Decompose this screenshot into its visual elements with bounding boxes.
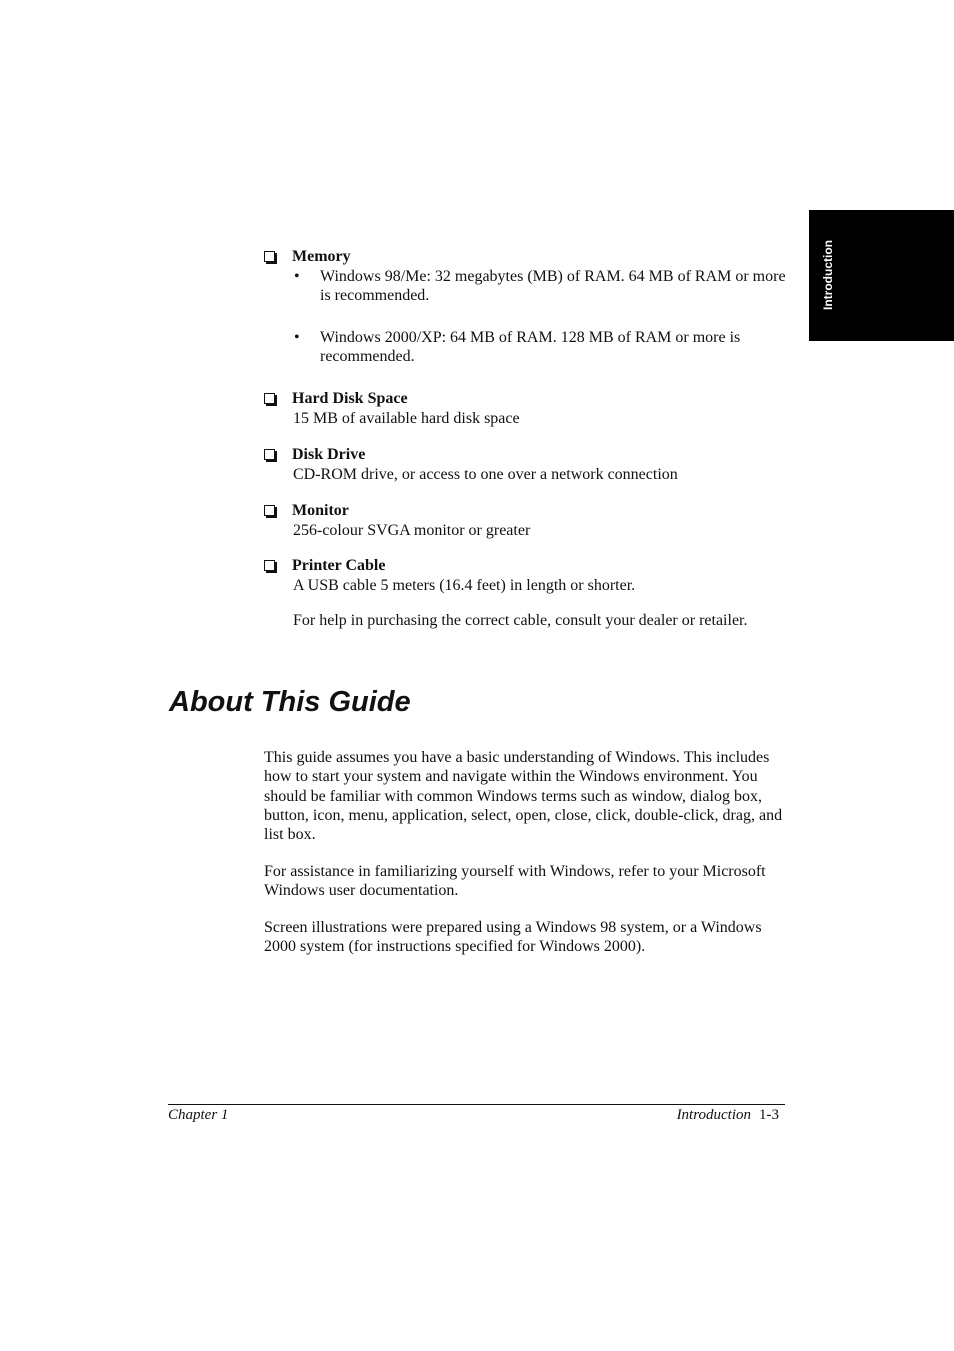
requirement-monitor [264, 501, 794, 540]
paragraph: This guide assumes you have a basic understanding of Windows. This includes how to start your system and navigate within the Windows environment. You should be familiar with common Windows terms such as window, dialog box, button, icon, menu, application, select, open, close, click, double-click, drag, and list box. [264, 749, 783, 844]
page-number: 1-3 [759, 1107, 779, 1123]
footer-divider [168, 1104, 785, 1105]
requirement-note: For help in purchasing the correct cable, consult your dealer or retailer. [293, 612, 748, 629]
requirement-title: Disk Drive [292, 446, 366, 463]
checkbox-bullet-icon [264, 505, 275, 516]
paragraph: For assistance in familiarizing yourself with Windows, refer to your Microsoft Windows user documentation. [264, 863, 766, 900]
footer-section-label: Introduction [676, 1107, 751, 1123]
requirement-title: Printer Cable [292, 557, 386, 574]
requirement-text: A USB cable 5 meters (16.4 feet) in length or shorter. [293, 576, 636, 594]
checkbox-bullet-icon [264, 449, 275, 460]
side-tab-label: Introduction [821, 240, 835, 310]
list-item: • Windows 2000/XP: 64 MB of RAM. 128 MB of RAM or more is recommended. [294, 328, 741, 365]
requirement-text: 15 MB of available hard disk space [293, 409, 520, 427]
requirement-title: Memory [292, 248, 351, 265]
section-title: About This Guide [169, 686, 411, 718]
footer-chapter: Chapter 1 [168, 1107, 229, 1123]
requirement-printer-cable [264, 556, 794, 631]
paragraph: Screen illustrations were prepared using a Windows 98 system, or a Windows 2000 system (for instructions specified for Windows 2000). [264, 919, 762, 956]
requirement-text: 256-colour SVGA monitor or greater [293, 521, 531, 539]
checkbox-bullet-icon [264, 393, 275, 404]
requirement-text: CD-ROM drive, or access to one over a network connection [293, 465, 678, 483]
requirement-title: Hard Disk Space [292, 390, 408, 407]
requirement-title: Monitor [292, 502, 349, 519]
requirement-memory [264, 247, 794, 367]
bullet-dot-icon: • [294, 328, 300, 346]
checkbox-bullet-icon [264, 251, 275, 262]
checkbox-bullet-icon [264, 560, 275, 571]
requirement-disk-drive [264, 445, 794, 484]
footer-section [677, 1107, 779, 1124]
requirement-hard-disk [264, 389, 794, 428]
list-item: • Windows 98/Me: 32 megabytes (MB) of RAM. 64 MB of RAM or more is recommended. [294, 267, 786, 304]
bullet-dot-icon: • [294, 267, 300, 285]
